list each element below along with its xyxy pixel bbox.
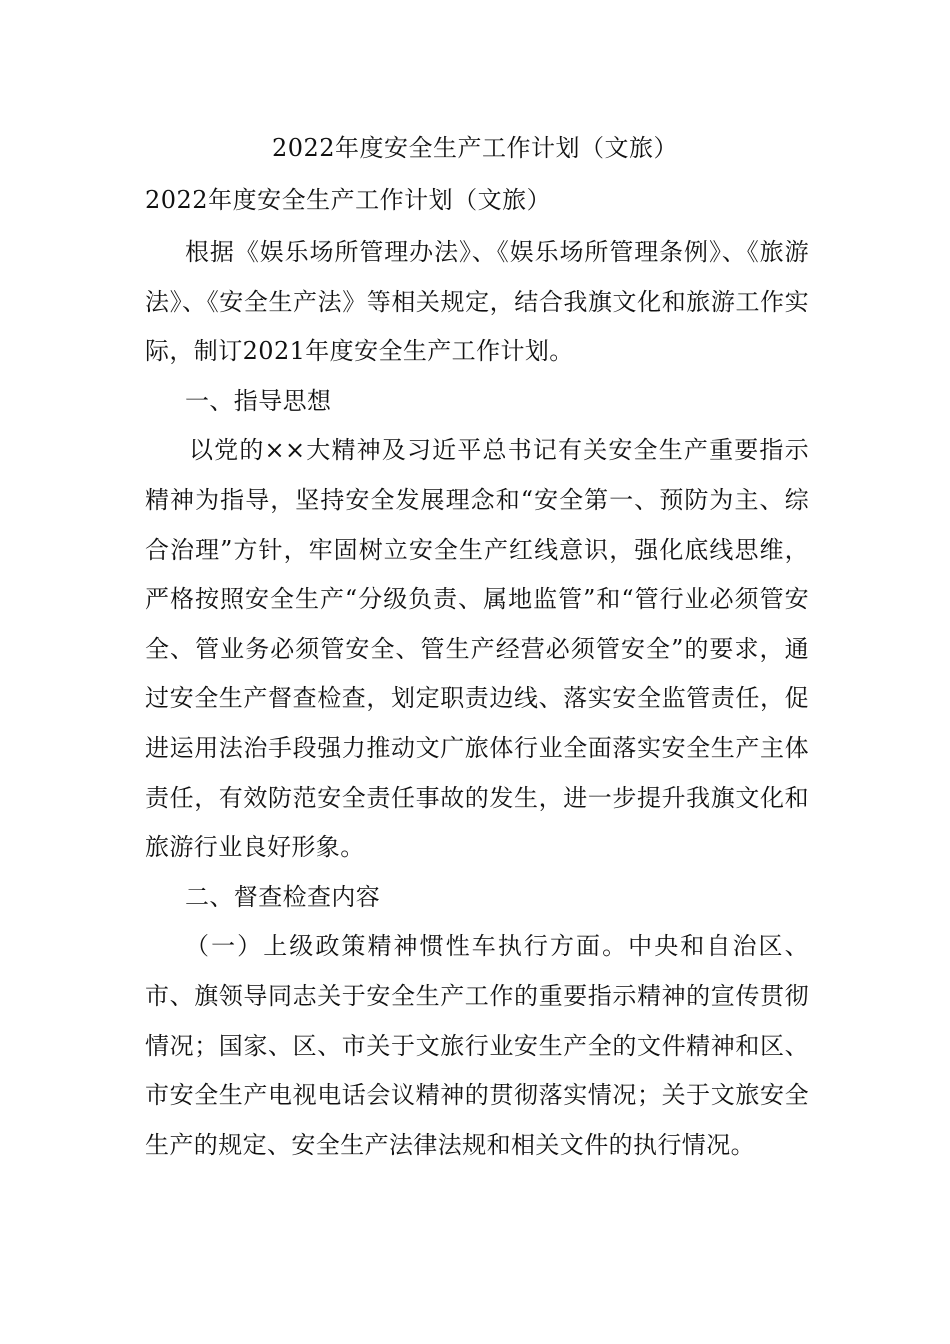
section-heading-inspection-content: 二、督查检查内容 — [185, 882, 381, 911]
document-title: 2022年度安全生产工作计划（文旅） — [271, 134, 679, 162]
inspection-content-paragraph: （一）上级政策精神惯性车执行方面。中央和自治区、市、旗领导同志关于安全生产工作的重要指示精神的宣传贯彻情况；国家、区、市关于文旅行业安生产全的文件精神和区、市安全生产电视电话会议精神的贯彻落实情况；关于文旅安全生产的规定、安全生产法律法规和相关文件的执行情况。 — [145, 932, 809, 1159]
intro-paragraph: 根据《娱乐场所管理办法》、《娱乐场所管理条例》、《旅游法》、《安全生产法》等相关规定，结合我旗文化和旅游工作实际，制订2021年度安全生产工作计划。 — [145, 238, 809, 366]
document-subtitle: 2022年度安全生产工作计划（文旅） — [145, 186, 552, 214]
guiding-ideology-paragraph: 以党的××大精神及习近平总书记有关安全生产重要指示精神为指导，坚持安全发展理念和“安全第一、预防为主、综合治理”方针，牢固树立安全生产红线意识，强化底线思维，严格按照安全生产“分级负责、属地监管”和“管行业必须管安全、管业务必须管安全、管生产经营必须管安全”的要求，通过安全生产督查检查，划定职责边线、落实安全监管责任，促进运用法治手段强力推动文广旅体行业全面落实安全生产主体责任，有效防范安全责任事故的发生，进一步提升我旗文化和旅游行业良好形象。 — [145, 436, 809, 862]
document-body — [145, 228, 809, 1170]
section-heading-guiding-ideology: 一、指导思想 — [185, 386, 332, 415]
